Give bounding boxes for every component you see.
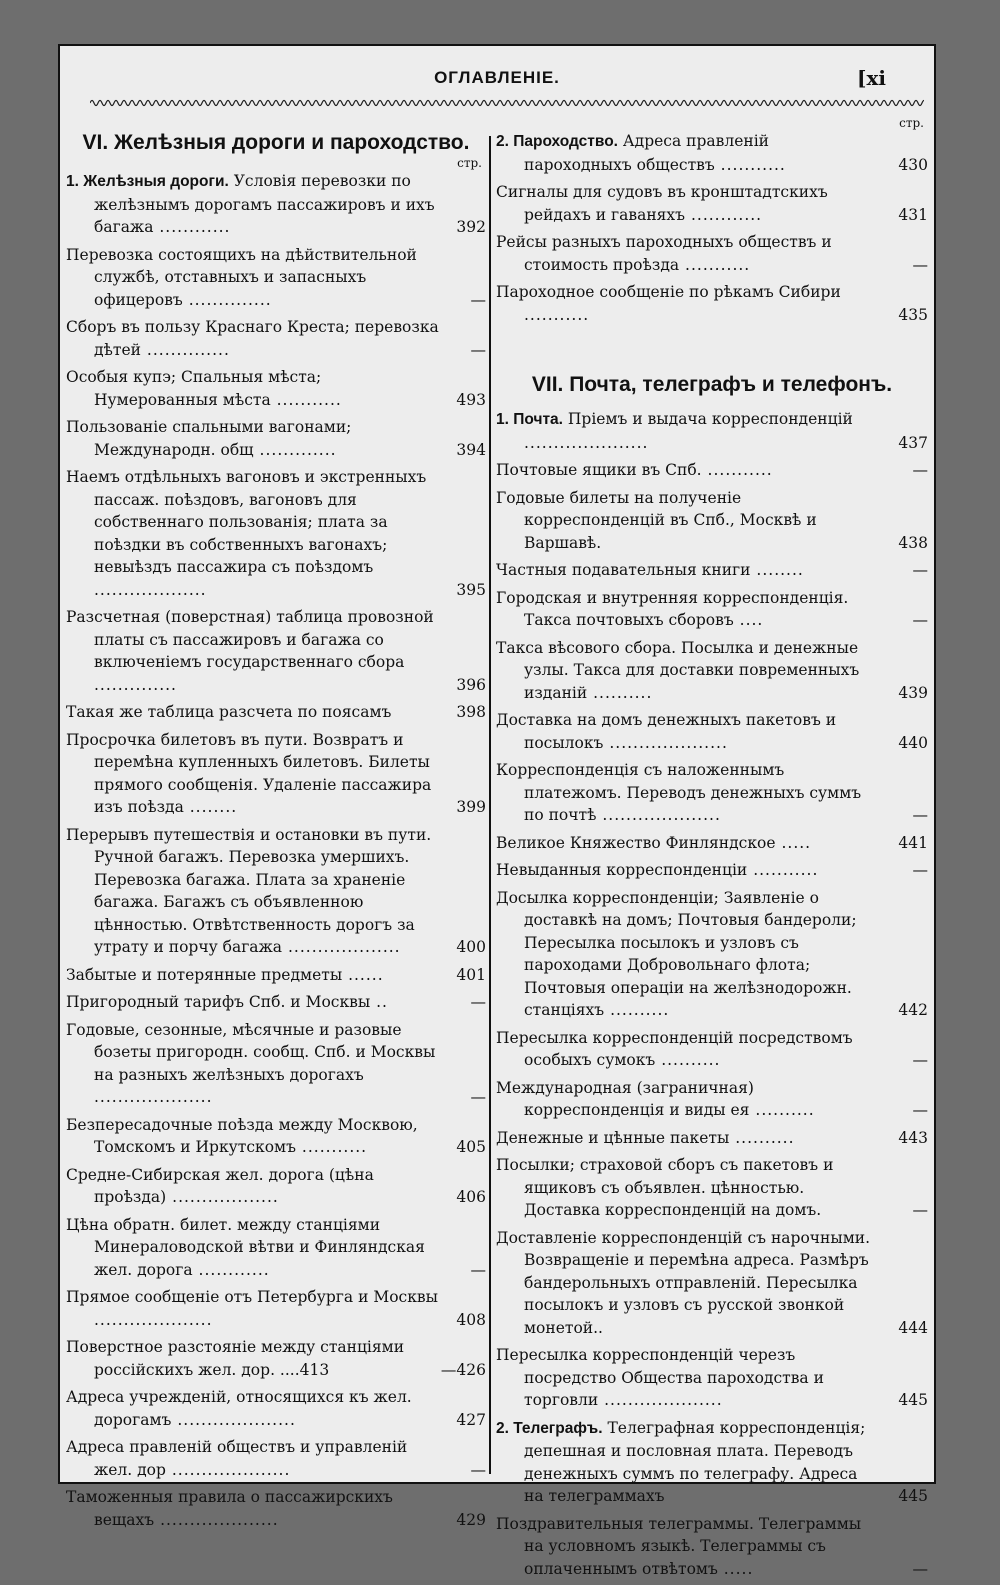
toc-entry-title: Денежные и цѣнные пакеты	[496, 1128, 730, 1147]
toc-entry-page: —	[470, 290, 486, 309]
toc-entry-page: 395	[456, 580, 486, 599]
toc-entry	[496, 459, 928, 482]
toc-entry-text	[496, 1227, 876, 1340]
toc-entry-title: Пересылка корреспонденцій посредствомъ особыхъ сумокъ	[496, 1028, 853, 1069]
toc-entry-text	[66, 244, 440, 312]
toc-entry-page: —	[470, 1460, 486, 1479]
toc-entry	[496, 231, 928, 276]
toc-entry-text	[496, 759, 876, 827]
right-column	[496, 116, 928, 1585]
toc-entry	[496, 408, 928, 454]
toc-entry-text	[496, 1513, 876, 1581]
toc-entry-page: —426	[440, 1360, 486, 1379]
toc-entry-lead: 2. Пароходство.	[496, 133, 618, 150]
toc-entry	[66, 1486, 486, 1531]
toc-entry-page: —	[912, 806, 928, 824]
toc-entry-text	[66, 1336, 440, 1381]
leader-dots: ............	[685, 205, 763, 224]
toc-entry	[496, 1154, 928, 1222]
leader-dots: ..........	[729, 1128, 795, 1147]
leader-dots: ........	[183, 798, 238, 816]
leader-dots: ..................	[166, 1188, 279, 1206]
toc-entry-text	[496, 1417, 876, 1508]
toc-entry-text	[66, 366, 440, 411]
toc-entry-page: 408	[456, 1310, 486, 1329]
toc-entry	[66, 1386, 486, 1431]
toc-entry-text	[66, 170, 440, 239]
toc-entry-page: —	[912, 561, 928, 579]
toc-entry-page: —	[912, 255, 928, 274]
toc-entry-text	[496, 1344, 876, 1412]
toc-entry-page: 445	[898, 1391, 928, 1409]
toc-entry-lead: 1. Почта.	[496, 411, 563, 428]
column-divider	[489, 136, 491, 1474]
toc-entry-text	[66, 824, 440, 959]
toc-entry	[496, 1513, 928, 1581]
toc-entry	[496, 709, 928, 754]
toc-entry	[66, 1336, 486, 1381]
toc-entry	[66, 1019, 486, 1109]
toc-entry-page: 400	[456, 938, 486, 956]
toc-entry-page: 435	[898, 305, 928, 324]
toc-entry-text	[496, 1154, 876, 1222]
toc-entry-text	[66, 606, 440, 696]
toc-entry-title: Перевозка состоящихъ на дѣйствительной службѣ, отставныхъ и запасныхъ офицеровъ	[66, 245, 417, 309]
toc-entry-text	[496, 181, 876, 226]
toc-entry-title: Пригородный тарифъ Спб. и Москвы	[66, 993, 371, 1011]
leader-dots: ..........	[604, 1001, 670, 1019]
toc-entry-title: Частныя подавательныя книги	[496, 561, 751, 579]
toc-entry-page: —	[912, 1101, 928, 1119]
toc-entry-text	[496, 587, 876, 632]
toc-entry-title: Адреса учрежденій, относящихся къ жел. дорогамъ	[66, 1388, 412, 1429]
toc-entry	[496, 832, 928, 855]
toc-list-left	[66, 170, 486, 1531]
leader-dots: ....................	[596, 806, 721, 824]
toc-entry-text	[496, 130, 876, 176]
toc-entry	[66, 316, 486, 361]
leader-dots: ....................	[603, 733, 728, 752]
toc-entry-title: Доставленіе корреспонденцій съ нарочными. Возвращеніе и перемѣна адреса. Размѣръ бандерольныхъ отправленій. Пересылка посылокъ и узловъ съ русской звонкой монетой..	[496, 1228, 871, 1337]
leader-dots: ............	[153, 218, 231, 236]
toc-entry	[66, 1286, 486, 1331]
toc-entry	[66, 606, 486, 696]
toc-entry-title: Такая же таблица разсчета по поясамъ	[66, 703, 392, 721]
toc-entry-page: 431	[898, 205, 928, 224]
leader-dots: .............	[253, 440, 337, 459]
leader-dots: ....................	[154, 1510, 279, 1529]
toc-entry	[496, 887, 928, 1022]
toc-entry	[66, 729, 486, 819]
toc-entry-text	[66, 991, 440, 1014]
toc-entry-lead: 1. Желѣзныя дороги.	[66, 173, 229, 190]
toc-entry	[66, 244, 486, 312]
left-column	[66, 116, 486, 1536]
leader-dots: ....................	[94, 1088, 213, 1106]
page-label: стр.	[457, 156, 482, 170]
toc-entry-text	[66, 466, 440, 601]
toc-entry-text	[496, 1027, 876, 1072]
toc-entry	[496, 1027, 928, 1072]
toc-entry-page: —	[470, 340, 486, 359]
toc-entry-page: 427	[456, 1410, 486, 1429]
toc-entry-page: 401	[456, 965, 486, 984]
toc-entry-title: Разсчетная (поверстная) таблица провозной платы съ пассажировъ и багажа со включеніемъ государственнаго сбора	[66, 608, 434, 671]
leader-dots: ..............	[182, 290, 272, 309]
toc-entry-page: —	[470, 1260, 486, 1279]
toc-entry-title: Просрочка билетовъ въ пути. Возвратъ и перемѣна купленныхъ билетовъ. Билеты прямого сообщенія. Удаленіе пассажира изъ поѣзда	[66, 730, 432, 816]
toc-entry-page: 398	[456, 703, 486, 721]
toc-entry	[66, 1164, 486, 1209]
toc-entry-text	[496, 459, 876, 482]
toc-entry-title: Невыданныя корреспонденціи	[496, 861, 748, 879]
toc-entry-lead: 2. Телеграфъ.	[496, 1419, 603, 1437]
toc-entry	[496, 1077, 928, 1122]
toc-entry-title: Прямое сообщеніе отъ Петербурга и Москвы	[66, 1288, 438, 1306]
toc-entry	[66, 1114, 486, 1159]
leader-dots: ....................	[94, 1310, 213, 1329]
section-title-post: VII. Почта, телеграфъ и телефонъ.	[531, 373, 893, 396]
toc-entry	[66, 991, 486, 1014]
toc-entry-page: 430	[898, 155, 928, 174]
toc-entry-title: Корреспонденція съ наложеннымъ платежомъ. Переводъ денежныхъ суммъ по почтѣ	[496, 761, 862, 824]
toc-entry-text	[496, 281, 876, 326]
toc-entry-page: —	[912, 1051, 928, 1069]
toc-entry-text	[66, 964, 440, 987]
toc-entry-title: Пользованіе спальными вагонами; Международн. общ	[66, 418, 352, 459]
toc-entry-text	[496, 487, 876, 555]
page-title: ОГЛАВЛЕНІЕ.	[434, 68, 560, 87]
toc-entry	[496, 487, 928, 555]
toc-entry-page: 406	[456, 1188, 486, 1206]
toc-entry-text	[66, 1019, 440, 1109]
toc-entry-page: —	[470, 993, 486, 1011]
toc-entry	[496, 1344, 928, 1412]
toc-entry-text	[496, 709, 876, 754]
leader-dots: .....	[775, 833, 812, 852]
toc-entry-text	[496, 231, 876, 276]
toc-entry	[496, 1227, 928, 1340]
leader-dots: ...........	[679, 255, 751, 274]
toc-entry-title: Адреса правленій обществъ и управленій жел. дор	[66, 1438, 408, 1479]
toc-entry-text	[66, 1286, 440, 1331]
toc-entry-title: Цѣна обратн. билет. между станціями Минераловодской вѣтви и Финляндская жел. дорога	[66, 1215, 425, 1279]
toc-entry	[496, 130, 928, 176]
leader-dots: .....................	[524, 433, 649, 452]
toc-entry-title: Телеграфная корреспонденція; депешная и пословная плата. Переводъ денежныхъ суммъ по телеграфу. Адреса на телеграммахъ	[524, 1418, 866, 1505]
toc-entry-page: —	[912, 611, 928, 629]
toc-entry	[66, 170, 486, 239]
toc-entry-text	[496, 408, 876, 454]
toc-entry-title: Годовые билеты на полученіе корреспонденцій въ Спб., Москвѣ и Варшавѣ.	[496, 488, 817, 552]
toc-entry	[66, 1436, 486, 1481]
leader-dots: ...........	[270, 390, 342, 409]
leader-dots: ..........	[655, 1051, 721, 1069]
toc-entry-title: Посылки; страховой сборъ съ пакетовъ и ящиковъ съ объявлен. цѣнностью. Доставка корреспонденцій на домъ.	[496, 1156, 834, 1219]
toc-entry-title: Наемъ отдѣльныхъ вагоновъ и экстренныхъ пассаж. поѣздовъ, вагоновъ для собственнаго пользованія; плата за поѣздки въ собственныхъ вагонахъ; невыѣздъ пассажира съ поѣздомъ	[66, 468, 427, 576]
toc-entry-title: Городская и внутренняя корреспонденція. Такса почтовыхъ сборовъ	[496, 588, 849, 629]
toc-entry-title: Поверстное разстояніе между станціями россійскихъ жел. дор. ....413	[66, 1338, 405, 1379]
toc-entry-text	[66, 416, 440, 461]
toc-entry-page: 444	[898, 1318, 928, 1337]
leader-dots: ...................	[282, 938, 401, 956]
toc-entry-page: 392	[456, 218, 486, 236]
toc-entry-text	[496, 832, 876, 855]
toc-entry-page: —	[912, 861, 928, 879]
toc-entry-text	[496, 637, 876, 705]
leader-dots: ..............	[140, 340, 230, 359]
toc-entry	[66, 824, 486, 959]
toc-entry-page: 399	[456, 798, 486, 816]
leader-dots: ........	[750, 561, 804, 579]
toc-entry-text	[66, 729, 440, 819]
toc-entry-title: Такса вѣсового сбора. Посылка и денежные узлы. Такса для доставки повременныхъ изданій	[496, 638, 860, 702]
toc-entry	[66, 964, 486, 987]
page-number: [xi	[857, 66, 886, 90]
toc-entry	[496, 1417, 928, 1508]
section-title-railways: VI. Желѣзныя дороги и пароходство.	[82, 131, 470, 154]
toc-entry-text	[496, 1077, 876, 1122]
leader-dots: ...........	[714, 155, 786, 174]
toc-entry-text	[66, 1436, 440, 1481]
leader-dots: ...........	[747, 861, 819, 879]
toc-entry-title: Безпересадочные поѣзда между Москвою, Томскомъ и Иркутскомъ	[66, 1115, 418, 1156]
toc-entry-page: 441	[898, 833, 928, 852]
leader-dots: ....................	[171, 1410, 296, 1429]
leader-dots: ....................	[598, 1391, 723, 1409]
toc-entry-text	[66, 316, 440, 361]
toc-entry-page: 394	[456, 440, 486, 459]
toc-entry-page: 437	[898, 433, 928, 452]
toc-entry-page: —	[912, 1201, 928, 1219]
toc-entry-page: 438	[898, 533, 928, 552]
toc-entry-page: —	[912, 461, 928, 479]
toc-entry-text	[496, 859, 876, 882]
toc-entry	[66, 1214, 486, 1282]
toc-entry-page: 405	[456, 1138, 486, 1156]
toc-entry-title: Пересылка корреспонденцій черезъ посредство Общества пароходства и торговли	[496, 1346, 824, 1409]
toc-entry-page: 493	[456, 390, 486, 409]
toc-entry-page: 443	[898, 1128, 928, 1147]
toc-entry-title: Международная (заграничная) корреспонденція и виды ея	[496, 1078, 754, 1119]
leader-dots: ............	[192, 1260, 270, 1279]
leader-dots: ...........	[524, 305, 590, 324]
toc-entry	[496, 181, 928, 226]
toc-entry-title: Рейсы разныхъ пароходныхъ обществъ и стоимость проѣзда	[496, 233, 832, 274]
toc-entry-title: Пароходное сообщеніе по рѣкамъ Сибири	[496, 283, 841, 301]
leader-dots: ....	[733, 611, 764, 629]
toc-entry-title: Поздравительныя телеграммы. Телеграммы на условномъ языкѣ. Телеграммы съ оплаченнымъ отвѣтомъ	[496, 1514, 862, 1578]
toc-entry-text	[496, 1127, 876, 1150]
leader-dots: ....................	[165, 1460, 291, 1479]
toc-entry-page: 429	[456, 1510, 486, 1529]
toc-entry-page: 442	[898, 1001, 928, 1019]
leader-dots: ..............	[94, 675, 177, 694]
leader-dots: ...........	[701, 461, 773, 479]
toc-entry-text	[66, 1114, 440, 1159]
toc-entry-title: Адреса правленій пароходныхъ обществъ	[524, 132, 770, 174]
leader-dots: ...........	[295, 1138, 368, 1156]
toc-list-right-top	[496, 130, 928, 326]
toc-entry-title: Великое Княжество Финляндское	[496, 833, 776, 852]
leader-dots: ..........	[587, 683, 653, 702]
toc-entry-page: —	[912, 1559, 928, 1578]
toc-entry-text	[496, 887, 876, 1022]
toc-entry	[66, 366, 486, 411]
leader-dots: ......	[342, 965, 384, 984]
toc-entry	[496, 637, 928, 705]
leader-dots: .....	[717, 1559, 754, 1578]
toc-entry-title: Перерывъ путешествія и остановки въ пути. Ручной багажъ. Перевозка умершихъ. Перевозка багажа. Плата за храненіе багажа. Багажъ съ объявленною цѣнностью. Отвѣтственность дорогъ за утрату и порчу багажа	[66, 825, 432, 956]
toc-entry-text	[66, 1486, 440, 1531]
leader-dots: ..	[370, 993, 388, 1011]
toc-entry	[496, 559, 928, 582]
book-page	[58, 44, 936, 1578]
toc-entry-title: Сигналы для судовъ въ кронштадтскихъ рейдахъ и гаваняхъ	[496, 183, 828, 224]
toc-entry-title: Средне-Сибирская жел. дорога (цѣна проѣзда)	[66, 1165, 374, 1206]
toc-entry	[496, 859, 928, 882]
wavy-rule	[90, 96, 924, 110]
toc-entry-text	[66, 1164, 440, 1209]
leader-dots: ..........	[749, 1101, 815, 1119]
toc-entry-page: 445	[898, 1487, 928, 1505]
leader-dots: ...................	[94, 580, 207, 599]
toc-entry	[66, 416, 486, 461]
toc-entry	[496, 1127, 928, 1150]
toc-entry-title: Особыя купэ; Спальныя мѣста; Нумерованныя мѣста	[66, 368, 322, 409]
toc-entry-page: 440	[898, 733, 928, 752]
toc-entry-title: Досылка корреспонденціи; Заявленіе о доставкѣ на домъ; Почтовыя бандероли; Пересылка посылокъ и узловъ съ пароходами Добровольнаго флота; Почтовыя операціи на желѣзнодорожн. станціяхъ	[496, 888, 857, 1019]
toc-entry	[496, 281, 928, 326]
toc-entry	[496, 759, 928, 827]
toc-entry-page: —	[470, 1088, 486, 1106]
toc-entry-text	[66, 1214, 440, 1282]
toc-entry-title: Таможенныя правила о пассажирскихъ вещахъ	[66, 1488, 393, 1529]
toc-entry-title: Годовые, сезонные, мѣсячные и разовые бозеты пригородн. сообщ. Спб. и Москвы на разныхъ желѣзныхъ дорогахъ	[66, 1020, 436, 1084]
page-label: стр.	[899, 116, 924, 130]
toc-entry	[496, 587, 928, 632]
toc-entry-title: Условія перевозки по желѣзнымъ дорогамъ пассажировъ и ихъ багажа	[94, 172, 435, 236]
toc-list-right	[496, 408, 928, 1580]
running-head	[60, 68, 934, 98]
toc-entry-title: Почтовые ящики въ Спб.	[496, 461, 702, 479]
toc-entry-title: Сборъ въ пользу Краснаго Креста; перевозка дѣтей	[66, 318, 439, 359]
toc-entry-page: 439	[898, 683, 928, 702]
toc-entry-title: Забытые и потерянные предметы	[66, 965, 343, 984]
toc-entry-text	[66, 701, 440, 724]
toc-entry	[66, 466, 486, 601]
toc-entry-text	[66, 1386, 440, 1431]
toc-entry-text	[496, 559, 876, 582]
toc-entry-title: Пріемъ и выдача корреспонденцій	[562, 410, 853, 428]
toc-entry-title: Доставка на домъ денежныхъ пакетовъ и посылокъ	[496, 711, 837, 752]
toc-entry-page: 396	[456, 675, 486, 694]
toc-entry	[66, 701, 486, 724]
